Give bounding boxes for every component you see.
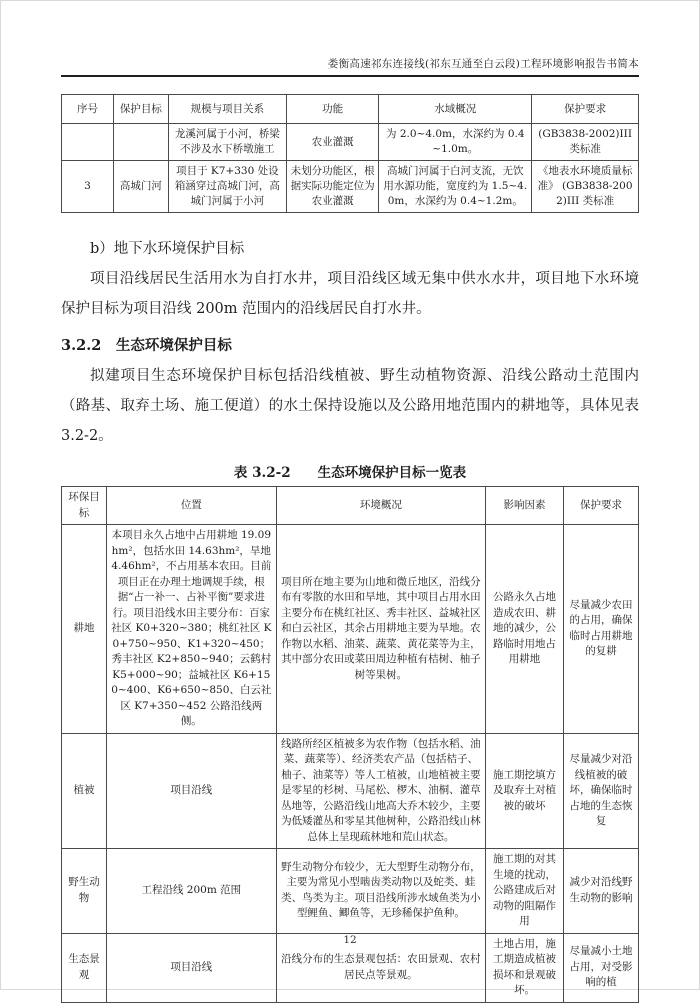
eco-protection-table: [61, 486, 639, 1003]
table-cell-requirement: 减少对沿线野生动物的影响: [563, 849, 638, 934]
column-header-eco-target: 环保目标: [62, 487, 107, 525]
column-header-seq: 序号: [62, 95, 114, 124]
page-header-title: 娄衡高速祁东连接线(祁东互通至白云段)工程环境影响报告书简本: [327, 58, 639, 70]
column-header-overview: 环境概况: [276, 487, 485, 525]
table-cell-overview: 野生动物分布较少，无大型野生动物分布，主要为常见小型啮齿类动物以及蛇类、蛙类、鸟类为主。项目沿线所涉水域鱼类为小型鲤鱼、鲫鱼等，无珍稀保护鱼种。: [276, 849, 485, 934]
table-cell-function: 未划分功能区，根据实际功能定位为农业灌溉: [287, 161, 379, 213]
table-cell-overview: 项目所在地主要为山地和微丘地区，沿线分布有零散的水田和旱地，其中项目占用水田主要分布在桃红社区、秀丰社区、益城社区和白云社区，其余占用耕地主要为旱地。农作物以水稻、油菜、蔬菜、黄花菜等为主，其中部分农田或菜田周边种植有桔树、柚子树等果树。: [276, 525, 485, 734]
table-cell-impact: 施工期的对其生境的扰动，公路建成后对动物的阻隔作用: [486, 849, 564, 934]
table-row-vegetation: [62, 733, 639, 849]
column-header-requirement: 保护要求: [563, 487, 638, 525]
table-cell-target: 耕地: [62, 525, 107, 734]
table-cell-target: 植被: [62, 733, 107, 849]
table-cell-target: 生态景观: [62, 933, 107, 1002]
table-cell-impact: 公路永久占地造成农田、耕地的减少，公路临时用地占用耕地: [486, 525, 564, 734]
table-header-row: [62, 95, 639, 124]
table-row: [62, 124, 639, 161]
table-cell-requirement: 尽量减小土地占用，对受影响的植: [563, 933, 638, 1002]
column-header-scale: 规模与项目关系: [168, 95, 286, 124]
table-header-row: [62, 487, 639, 525]
table-row-farmland: [62, 525, 639, 734]
water-protection-table: [61, 94, 639, 213]
column-header-requirement: 保护要求: [532, 95, 639, 124]
column-header-target: 保护目标: [113, 95, 168, 124]
table-cell-overview: 线路所经区植被多为农作物（包括水稻、油菜、蔬菜等）、经济类农产品（包括桔子、柚子、油菜等）等人工植被，山地植被主要是零星的杉树、马尾松、椤木、油桐、灌草丛地等，公路沿线山地高大乔木较少，主要为低矮灌丛和零星其他树种，公路沿线山林总体上呈现疏林地和荒山状态。: [276, 733, 485, 849]
table-caption: 表 3.2-2 生态环境保护目标一览表: [233, 465, 467, 481]
table-cell-target: 野生动物: [62, 849, 107, 934]
table-cell-impact: 施工期挖填方及取弃土对植被的破坏: [486, 733, 564, 849]
paragraph-ecology: 拟建项目生态环境保护目标包括沿线植被、野生动植物资源、沿线公路动土范围内（路基、取弃土场、施工便道）的水土保持设施以及公路用地范围内的耕地等，具体见表 3.2-2。: [61, 368, 639, 444]
column-header-function: 功能: [287, 95, 379, 124]
table-row: [62, 161, 639, 213]
paragraph-groundwater: 项目沿线居民生活用水为自打水井，项目沿线区域无集中供水水井，项目地下水环境保护目标为项目沿线 200m 范围内的沿线居民自打水井。: [61, 271, 639, 317]
table-cell-seq: [62, 124, 114, 161]
column-header-water: 水域概况: [379, 95, 532, 124]
table-cell-scale: 龙溪河属于小河，桥梁不涉及水下桥墩施工: [168, 124, 286, 161]
page-header: [61, 0, 639, 71]
table-row-wildlife: [62, 849, 639, 934]
column-header-impact: 影响因素: [486, 487, 564, 525]
table-cell-requirement: (GB3838-2002)III 类标准: [532, 124, 639, 161]
section-heading-322: 3.2.2 生态环境保护目标: [61, 337, 232, 354]
section-heading-groundwater: b）地下水环境保护目标: [90, 241, 245, 257]
table-cell-seq: 3: [62, 161, 114, 213]
header-rule: [61, 75, 639, 77]
footer-page-number: 12: [343, 934, 357, 946]
column-header-location: 位置: [107, 487, 277, 525]
table-cell-location: 项目沿线: [107, 933, 277, 1002]
table-cell-requirement: 尽量减少对沿线植被的破坏，确保临时占地的生态恢复: [563, 733, 638, 849]
table-cell-water: 高城门河属于白河支流，无饮用水源功能，宽度约为 1.5~4.0m，水深约为 0.4~1.2m。: [379, 161, 532, 213]
table-cell-target: 高城门河: [113, 161, 168, 213]
table-cell-scale: 项目于 K7+330 处设箱涵穿过高城门河，高城门河属于小河: [168, 161, 286, 213]
table-cell-target: [113, 124, 168, 161]
table-cell-requirement: 《地表水环境质量标准》 (GB3838-2002)III 类标准: [532, 161, 639, 213]
table-cell-requirement: 尽量减少农田的占用，确保临时占用耕地的复耕: [563, 525, 638, 734]
table-cell-location: 工程沿线 200m 范围: [107, 849, 277, 934]
table-cell-location: 本项目永久占地中占用耕地 19.09hm²，包括水田 14.63hm²，旱地 4.46hm²，不占用基本农田。目前项目正在办理土地调规手续，根据“占一补一、占补平衡”要求进行。项目沿线水田主要分布：百家社区 K0+320~380；桃红社区 K0+750~950、K1+320~450；秀丰社区 K2+850~940；云鹤村 K5+000~90；益城社区 K6+150~400、K6+650~850、白云社区 K7+350~452 公路沿线两侧。: [107, 525, 277, 734]
table-cell-function: 农业灌溉: [287, 124, 379, 161]
table-cell-impact: 土地占用，施工期造成植被损坏和景观破坏。: [486, 933, 564, 1002]
table-cell-water: 为 2.0~4.0m，水深约为 0.4~1.0m。: [379, 124, 532, 161]
table-cell-overview: 沿线分布的生态景观包括：农田景观、农村居民点等景观。: [276, 933, 485, 1002]
table-cell-location: 项目沿线: [107, 733, 277, 849]
